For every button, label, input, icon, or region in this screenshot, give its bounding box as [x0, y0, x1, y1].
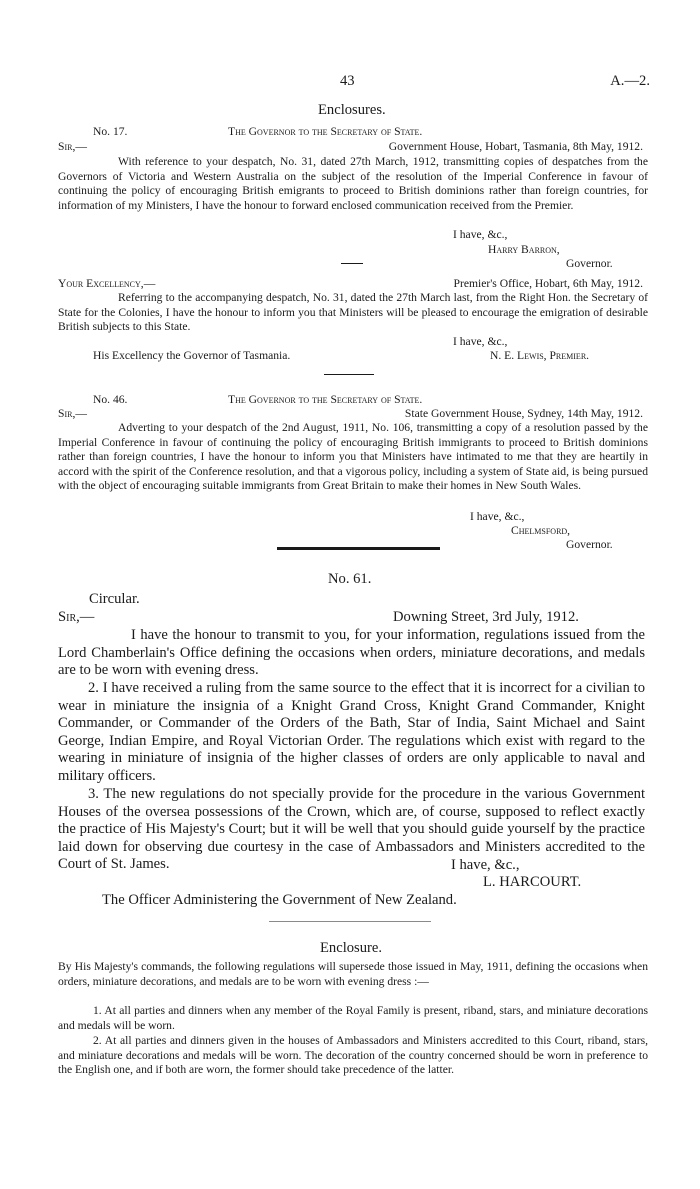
closing-46: I have, &c., — [470, 510, 525, 523]
signature-title-46: Governor. — [566, 538, 613, 551]
signature-premier: N. E. Lewis, Premier. — [490, 349, 590, 362]
circular-closing: I have, &c., — [451, 857, 520, 873]
despatch-number-46: No. 46. — [93, 393, 128, 406]
place-date-46: State Government House, Sydney, 14th May, 1912. — [404, 407, 643, 420]
circular-signature: L. HARCOURT. — [483, 874, 582, 890]
despatch-route-17: The Governor to the Secretary of State. — [228, 125, 423, 138]
closing-premier: I have, &c., — [453, 335, 508, 348]
place-date-premier: Premier's Office, Hobart, 6th May, 1912. — [453, 277, 643, 290]
despatch-body-17: With reference to your despatch, No. 31, dated 27th March, 1912, transmitting copies of despatches from the Governors of Victoria and Western Australia on the subject of the resolution of the Imperial Conference in favour of continuing the policy of encouraging British emigrants to proceed to British dominions rather than foreign countries, for information of my Ministers, I have the honour to forward enclosed communication received from the Premier. — [58, 155, 648, 212]
document-reference: A.—2. — [610, 73, 650, 89]
circular-salutation: Sir,— — [58, 609, 95, 625]
separator-rule — [324, 374, 374, 375]
enclosures-heading: Enclosures. — [318, 102, 386, 118]
signature-17: Harry Barron, — [488, 243, 560, 256]
circular-addressee: The Officer Administering the Government of New Zealand. — [102, 892, 457, 908]
circular-paragraph-1: I have the honour to transmit to you, for your information, regulations issued from the Lord Chamberlain's Office defining the occasions when orders, miniature decorations, and medals are to be worn with evening dress. — [58, 627, 645, 679]
light-separator-rule — [269, 921, 431, 922]
circular-label: Circular. — [89, 591, 140, 607]
closing-17: I have, &c., — [453, 228, 508, 241]
enclosure-item-2: 2. At all parties and dinners given in the houses of Ambassadors and Ministers accredited to this Court, riband, stars, and miniature decorations and medals will be worn. The decoration of the country concerned should be worn in preference to the English one, and if both are worn, the former should take precedence of the latter. — [58, 1034, 648, 1077]
circular-place-date: Downing Street, 3rd July, 1912. — [393, 609, 579, 625]
despatch-number-17: No. 17. — [93, 125, 128, 138]
addressee-premier: His Excellency the Governor of Tasmania. — [93, 349, 291, 362]
short-separator — [341, 263, 363, 264]
circular-number: No. 61. — [328, 571, 372, 587]
signature-title-17: Governor. — [566, 257, 613, 270]
salutation-17: Sir,— — [58, 140, 87, 153]
place-date-17: Government House, Hobart, Tasmania, 8th May, 1912. — [388, 140, 643, 153]
thick-separator-rule — [277, 547, 440, 550]
circular-paragraph-2: 2. I have received a ruling from the same source to the effect that it is incorrect for a civilian to wear in miniature the insignia of a Knight Grand Cross, Knight Grand Commander, Knight Commander, or Commander of the Orders of the Bath, Star of India, Saint Michael and Saint George, Indian Empire, and Royal Victorian Order. The regulations which exist with regard to the wearing in miniature of insignia of the higher classes of orders are only applicable to naval and military officers. — [58, 680, 645, 784]
premier-letter-body: Referring to the accompanying despatch, No. 31, dated the 27th March last, from the Right Hon. the Secretary of State for the Colonies, I have the honour to inform you that Ministers will be pleased to encourage the emigration of desirable British subjects to this State. — [58, 291, 648, 334]
salutation-46: Sir,— — [58, 407, 87, 420]
enclosure-item-1: 1. At all parties and dinners when any member of the Royal Family is present, riband, stars, and miniature decorations and medals will be worn. — [58, 1004, 648, 1032]
despatch-route-46: The Governor to the Secretary of State. — [228, 393, 423, 406]
page-number: 43 — [340, 73, 355, 89]
salutation-premier: Your Excellency,— — [58, 277, 156, 290]
enclosure-intro: By His Majesty's commands, the following regulations will supersede those issued in May, 1911, defining the occasions when orders, miniature decorations, and medals are to be worn with evening dress :— — [58, 960, 648, 988]
enclosure-heading: Enclosure. — [320, 940, 383, 956]
despatch-body-46: Adverting to your despatch of the 2nd August, 1911, No. 106, transmitting a copy of a resolution passed by the Imperial Conference in favour of continuing the policy of encouraging British immigrants to proceed to British dominions rather than foreign countries, I have the honour to inform you that Ministers have intimated to me that they are heartily in accord with the spirit of the Conference resolution, and that a vigorous policy, including a system of State aid, is being pursued with the object of encouraging suitable immigrants from Great Britain to make their homes in New South Wales. — [58, 421, 648, 493]
circular-paragraph-3: 3. The new regulations do not specially provide for the procedure in the various Government Houses of the oversea possessions of the Crown, which are, of course, supposed to reflect exactly the practice of His Majesty's Court; but it will be well that you should guide yourself by the practice laid down for observing due courtesy in the case of Ambassadors and Ministers accredited to the Court of St. James. — [58, 786, 645, 873]
signature-46: Chelmsford, — [511, 524, 571, 537]
